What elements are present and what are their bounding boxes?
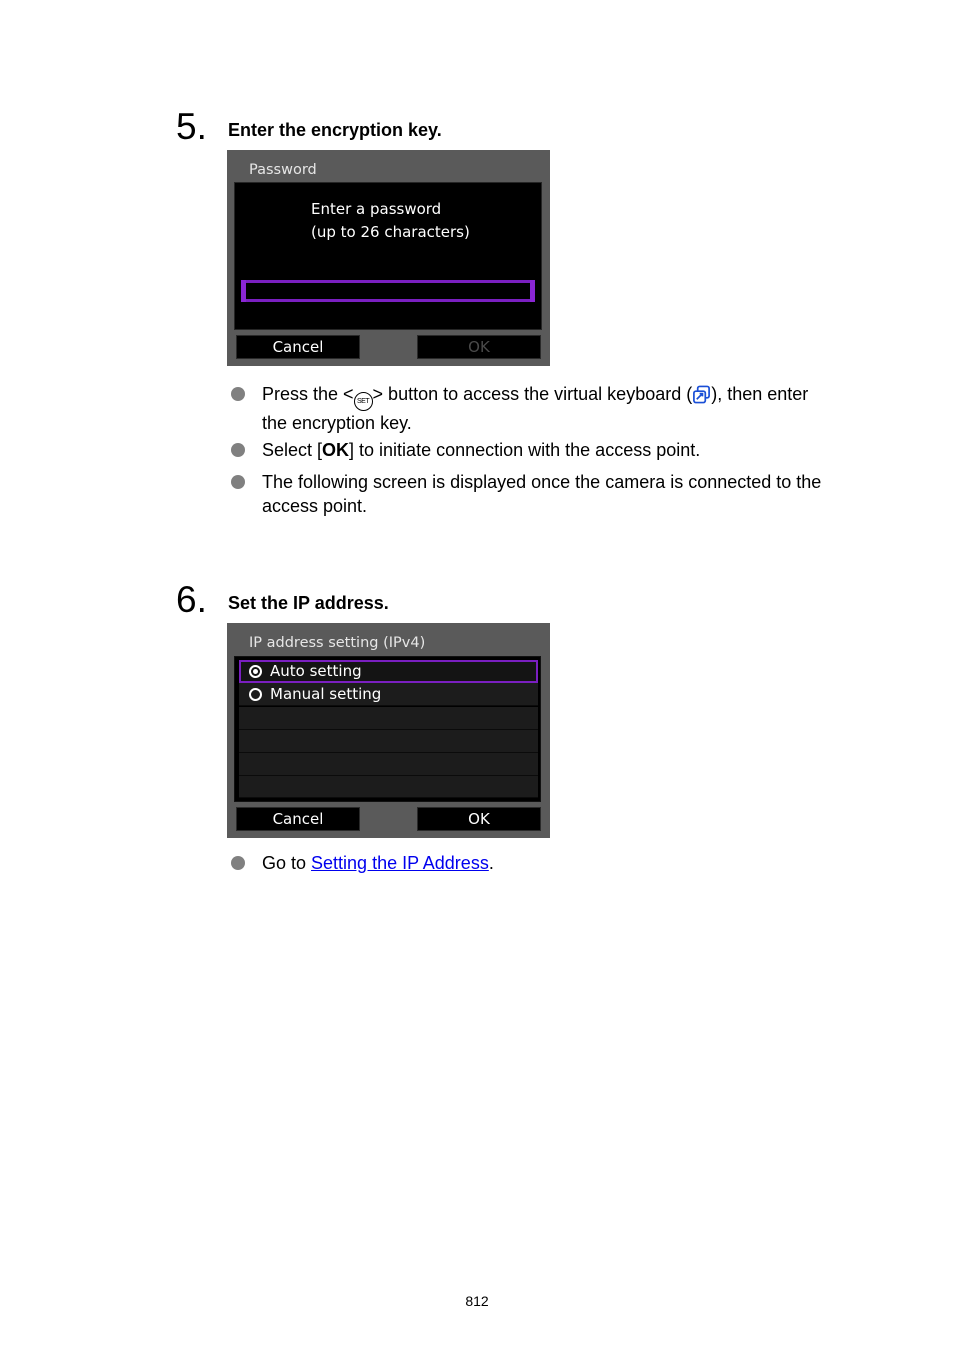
ip-screen-title: IP address setting (IPv4) <box>249 635 426 651</box>
bullet-connected-screen <box>262 470 882 518</box>
password-screen-title: Password <box>249 162 317 178</box>
bullet-text-part: . <box>488 853 494 873</box>
bullet-icon <box>231 475 245 489</box>
keyboard-icon <box>692 385 711 404</box>
bullet-text-part: ] to initiate connection with the access point. <box>349 440 701 460</box>
ok-bold-label: OK <box>322 440 350 460</box>
step-5-title: Enter the encryption key. <box>228 120 442 140</box>
password-screen <box>227 150 550 366</box>
step-6-number: 6. <box>176 579 207 620</box>
empty-row <box>239 730 538 753</box>
password-panel <box>234 182 542 330</box>
bullet-text-part: access point. <box>262 496 368 516</box>
bullet-text-part: Select [ <box>262 440 323 460</box>
ip-setting-screen <box>227 623 550 838</box>
option-label: Auto setting <box>270 662 362 680</box>
auto-setting-option[interactable] <box>239 660 538 683</box>
bullet-icon <box>231 443 245 457</box>
bullet-text-part: Press the < <box>262 384 354 404</box>
password-message-line1: Enter a password <box>311 200 442 218</box>
step-6-title: Set the IP address. <box>228 593 389 613</box>
ip-option-list <box>234 656 541 802</box>
bullet-go-to <box>262 851 882 875</box>
bullet-icon <box>231 387 245 401</box>
manual-setting-option[interactable] <box>239 683 538 706</box>
empty-row <box>239 753 538 776</box>
bullet-text-part: the encryption key. <box>262 413 412 433</box>
cancel-button[interactable]: Cancel <box>236 807 360 831</box>
radio-selected-icon <box>249 665 262 678</box>
bullet-text-part: The following screen is displayed once the camera is connected to the <box>262 472 822 492</box>
set-button-icon: SET <box>354 392 373 411</box>
option-label: Manual setting <box>270 685 382 703</box>
bullet-text-part: > button to access the virtual keyboard ( <box>372 384 693 404</box>
bullet-text-part: ), then enter <box>711 384 809 404</box>
bullet-icon <box>231 856 245 870</box>
page-number: 812 <box>465 1293 489 1309</box>
radio-empty-icon <box>249 688 262 701</box>
empty-row <box>239 707 538 730</box>
bullet-keyboard-instruction <box>262 382 882 435</box>
password-input[interactable] <box>241 280 535 302</box>
empty-row <box>239 776 538 798</box>
cancel-button[interactable]: Cancel <box>236 335 360 359</box>
bullet-select-ok <box>262 438 882 462</box>
bullet-text-part: Go to <box>262 853 312 873</box>
step-5-number: 5. <box>176 106 207 147</box>
ok-button[interactable]: OK <box>417 335 541 359</box>
password-message-line2: (up to 26 characters) <box>311 223 470 241</box>
ok-button[interactable]: OK <box>417 807 541 831</box>
setting-ip-address-link[interactable]: Setting the IP Address <box>311 853 489 873</box>
